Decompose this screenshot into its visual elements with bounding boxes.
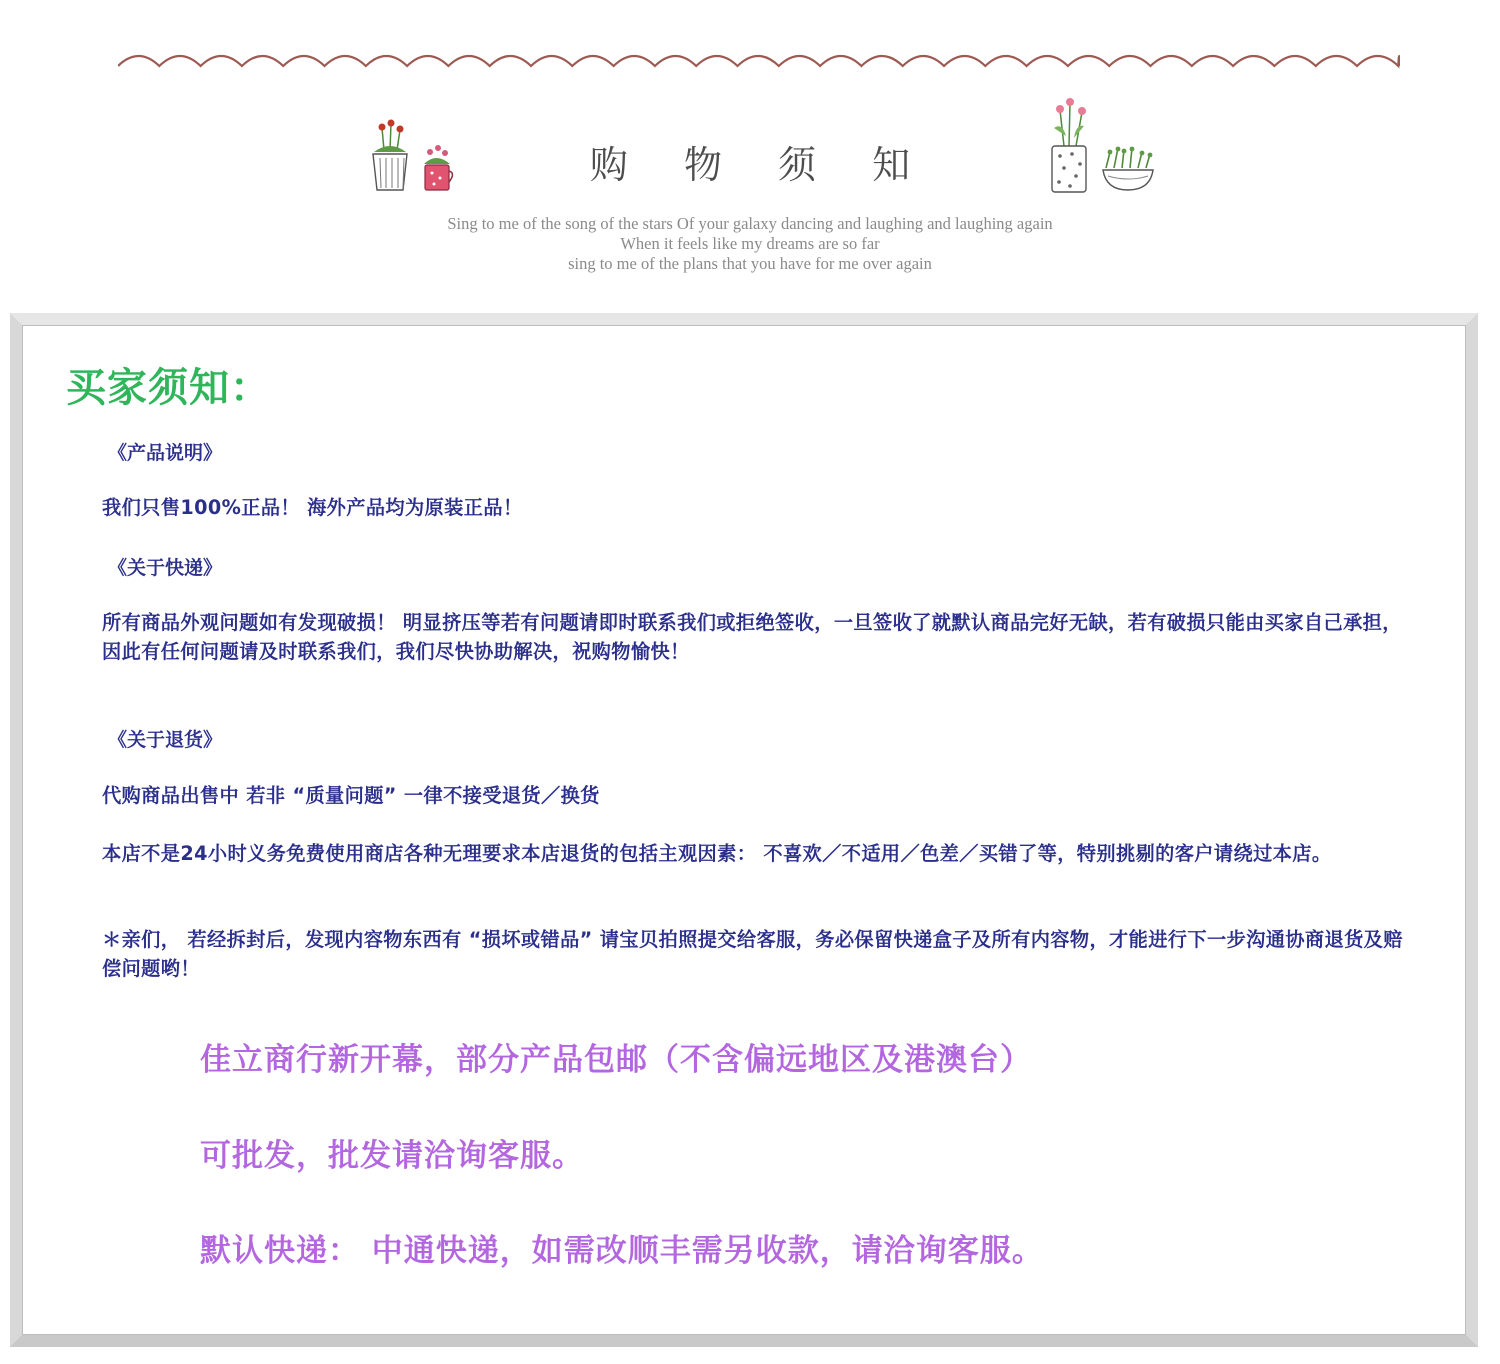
- paragraph-return-policy: 代购商品出售中 若非 “质量问题” 一律不接受退货／换货: [102, 784, 600, 807]
- paragraph-authentic: 我们只售100%正品！ 海外产品均为原装正品！: [102, 496, 523, 519]
- section-title-product: 《产品说明》: [108, 442, 223, 464]
- paragraph-damage: 所有商品外观问题如有发现破损！ 明显挤压等若有问题请即时联系我们或拒绝签收，一旦签收了就默认商品完好无缺，若有破损只能由买家自己承担，因此有任何问题请及时联系我们，我们尽快协助解决，祝购物愉快！: [102, 611, 1402, 663]
- notice-frame: [10, 313, 1478, 1347]
- page-title: 购 物 须 知: [589, 143, 933, 187]
- lyrics-caption: [0, 214, 1500, 274]
- paragraph-no-return-reasons: 本店不是24小时义务免费使用商店各种无理要求本店退货的包括主观因素： 不喜欢／不适用／色差／买错了等，特别挑剔的客户请绕过本店。: [102, 842, 1332, 865]
- scalloped-border: [118, 44, 1400, 74]
- promo-wholesale: 可批发，批发请洽询客服。: [200, 1138, 584, 1174]
- promo-grand-opening: 佳立商行新开幕，部分产品包邮（不含偏远地区及港澳台）: [200, 1042, 1032, 1078]
- paragraph-damaged-items: ＊亲们， 若经拆封后，发现内容物东西有 “损坏或错品” 请宝贝拍照提交给客服，务必保留快递盒子及所有内容物，才能进行下一步沟通协商退货及赔偿问题哟！: [102, 928, 1403, 980]
- lyrics-line: sing to me of the plans that you have for me over again: [568, 254, 932, 273]
- frame-inner-border: [22, 325, 1466, 1335]
- promo-default-courier: 默认快递： 中通快递，如需改顺丰需另收款，请洽询客服。: [200, 1233, 1044, 1269]
- section-title-shipping: 《关于快递》: [108, 557, 223, 579]
- lyrics-line: When it feels like my dreams are so far: [620, 234, 880, 253]
- section-title-returns: 《关于退货》: [108, 729, 223, 751]
- lyrics-line: Sing to me of the song of the stars Of your galaxy dancing and laughing and laughing again: [447, 214, 1053, 233]
- notice-heading: 买家须知：: [66, 365, 271, 411]
